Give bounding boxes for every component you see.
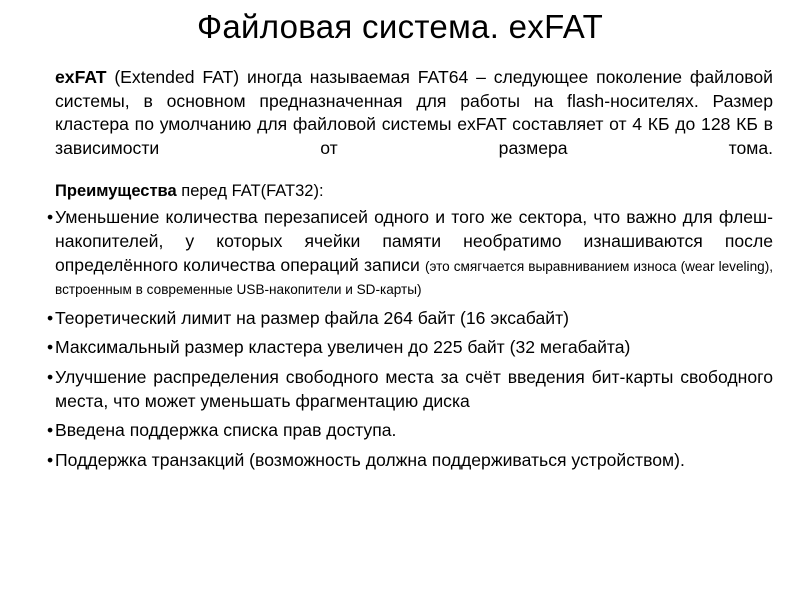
list-item-text: Поддержка транзакций (возможность должна поддерживаться устройством). <box>55 449 685 470</box>
list-item <box>47 449 773 473</box>
list-item-text: Теоретический лимит на размер файла 264 байт (16 эксабайт) <box>55 307 570 328</box>
advantages-heading-bold: Преимущества <box>55 182 177 201</box>
bullet-icon: • <box>47 366 54 387</box>
list-item <box>47 206 774 300</box>
intro-term: exFAT <box>55 67 107 87</box>
bullet-icon: • <box>47 307 54 328</box>
advantages-heading <box>55 180 773 202</box>
bullet-icon: • <box>47 337 54 358</box>
bullet-icon: • <box>47 449 54 470</box>
list-item-text: Введена поддержка списка прав доступа. <box>55 420 397 441</box>
list-item <box>47 366 773 413</box>
bullet-icon: • <box>47 207 54 228</box>
list-item <box>47 307 773 331</box>
slide-content <box>47 66 774 478</box>
bullet-icon: • <box>47 420 54 441</box>
intro-text: (Extended FAT) иногда называемая FAT64 – следующее поколение файловой системы, в основном предназначенная для работы на flash-носителях. Размер кластера по умолчанию для файловой системы exFAT составляет от 4 КБ до 128 КБ в зависимости от размера тома. <box>55 67 773 158</box>
list-item-note: (это смягчается выравниванием износа (wear leveling), встроенным в современные USB-накопители и SD-карты) <box>55 258 774 298</box>
advantages-heading-rest: перед FAT(FAT32): <box>176 182 324 201</box>
list-item-text: Улучшение распределения свободного места за счёт введения бит-карты свободного места, что может уменьшать фрагментацию диска <box>55 366 773 411</box>
advantages-list <box>47 206 774 472</box>
list-item-text: Уменьшение количества перезаписей одного и того же сектора, что важно для флеш-накопителей, у которых ячейки памяти необратимо изнашиваются после определённого количества операций записи <box>55 207 773 275</box>
list-item <box>47 336 773 360</box>
intro-paragraph <box>55 66 773 160</box>
list-item <box>47 419 773 443</box>
list-item-text: Максимальный размер кластера увеличен до 225 байт (32 мегабайта) <box>55 337 631 358</box>
slide-title: Файловая система. exFAT <box>196 8 604 45</box>
